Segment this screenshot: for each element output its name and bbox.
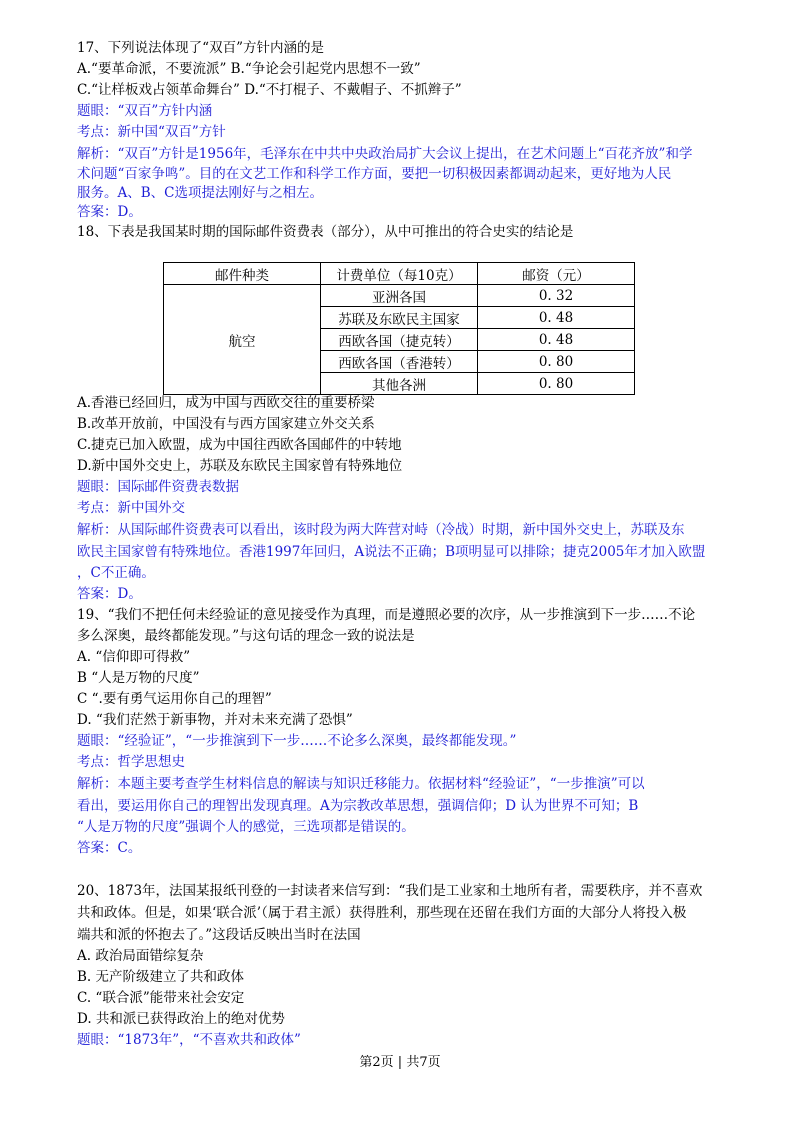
- q19-jiexi-line-1: 解析：本题主要考查学生材料信息的解读与知识迁移能力。依据材料“经验证”，“一步推演”可以: [77, 776, 645, 792]
- q17-stem: 17、下列说法体现了“双百”方针内涵的是: [77, 40, 324, 56]
- q19-kaodian: 考点：哲学思想史: [77, 754, 185, 770]
- q20-option-a: A. 政治局面错综复杂: [77, 948, 204, 964]
- q18-answer: 答案：D。: [77, 586, 142, 602]
- q18-option-a: A.香港已经回归，成为中国与西欧交往的重要桥梁: [77, 395, 375, 411]
- q17-options-cd: C.“让样板戏占领革命舞台” D.“不打棍子、不戴帽子、不抓辫子”: [77, 82, 462, 98]
- q19-option-b: B “人是万物的尺度”: [77, 670, 200, 686]
- q19-answer: 答案：C。: [77, 840, 142, 856]
- q19-stem-line-1: 19、“我们不把任何未经验证的意见接受作为真理，而是遵照必要的次序，从一步推演到下一步……不论: [77, 607, 696, 623]
- q20-option-c: C. “联合派”能带来社会安定: [77, 990, 245, 1006]
- table-cell: 0. 32: [478, 285, 635, 307]
- q18-stem: 18、下表是我国某时期的国际邮件资费表（部分），从中可推出的符合史实的结论是: [77, 224, 574, 240]
- table-cell: 0. 80: [478, 373, 635, 395]
- table-row: [164, 285, 635, 307]
- mail-category-cell: 航空: [164, 285, 321, 395]
- q17-jiexi-line-3: 服务。A、B、C选项提法刚好与之相左。: [77, 185, 323, 201]
- q19-option-c: C “.要有勇气运用你自己的理智”: [77, 691, 272, 707]
- table-cell: 0. 48: [478, 307, 635, 329]
- table-cell: 亚洲各国: [321, 285, 478, 307]
- page-footer: 第2页 | 共7页: [359, 1055, 441, 1070]
- q19-jiexi-line-2: 看出，要运用你自己的理智出发现真理。A为宗教改革思想，强调信仰；D 认为世界不可知；B: [77, 798, 639, 814]
- table-header-row: [164, 263, 635, 285]
- q20-stem-line-3: 端共和派的怀抱去了。”这段话反映出当时在法国: [77, 927, 361, 943]
- q17-jiexi-line-2: 术问题“百家争鸣”。目的在文艺工作和科学工作方面，要把一切积极因素都调动起来，更好地为人民: [77, 166, 672, 182]
- q18-jiexi-line-2: 欧民主国家曾有特殊地位。香港1997年回归，A说法不正确；B项明显可以排除；捷克2005年才加入欧盟: [77, 544, 706, 560]
- q17-jiexi-line-1: 解析：“双百”方针是1956年，毛泽东在中共中央政治局扩大会议上提出，在艺术问题上“百花齐放”和学: [77, 146, 693, 162]
- q20-option-b: B. 无产阶级建立了共和政体: [77, 969, 245, 985]
- q17-tiyan: 题眼：“双百”方针内涵: [77, 103, 213, 119]
- table-cell: 西欧各国（捷克转）: [321, 329, 478, 351]
- q20-stem-line-1: 20、1873年，法国某报纸刊登的一封读者来信写到：“我们是工业家和土地所有者，需要秩序，并不喜欢: [77, 883, 703, 899]
- q17-answer: 答案：D。: [77, 204, 142, 220]
- table-cell: 0. 80: [478, 351, 635, 373]
- q17-options-ab: A.“要革命派，不要流派” B.“争论会引起党内思想不一致”: [77, 61, 421, 77]
- table-cell: 其他各洲: [321, 373, 478, 395]
- table-header-cell: 邮资（元）: [478, 263, 635, 285]
- q20-stem-line-2: 共和政体。但是，如果‘联合派’（属于君主派）获得胜利，那些现在还留在我们方面的大部分人将投入极: [77, 905, 687, 921]
- q17-kaodian: 考点：新中国“双百”方针: [77, 124, 226, 140]
- table-cell: 0. 48: [478, 329, 635, 351]
- q20-option-d: D. 共和派已获得政治上的绝对优势: [77, 1011, 285, 1027]
- q19-tiyan: 题眼：“经验证”，“一步推演到下一步……不论多么深奥，最终都能发现。”: [77, 733, 517, 749]
- q18-option-b: B.改革开放前，中国没有与西方国家建立外交关系: [77, 416, 375, 432]
- q18-option-c: C.捷克已加入欧盟，成为中国往西欧各国邮件的中转地: [77, 437, 402, 453]
- q20-tiyan: 题眼：“1873年”，“不喜欢共和政体”: [77, 1032, 301, 1048]
- q19-option-d: D. “我们茫然于新事物，并对未来充满了恐惧”: [77, 712, 353, 728]
- table-header-cell: 邮件种类: [164, 263, 321, 285]
- q18-jiexi-line-3: ，C不正确。: [77, 565, 155, 581]
- q18-tiyan: 题眼：国际邮件资费表数据: [77, 479, 239, 495]
- q19-jiexi-line-3: “人是万物的尺度”强调个人的感觉，三选项都是错误的。: [77, 819, 415, 835]
- q19-stem-line-2: 多么深奥，最终都能发现。”与这句话的理念一致的说法是: [77, 628, 415, 644]
- q18-kaodian: 考点：新中国外交: [77, 500, 185, 516]
- q19-option-a: A. “信仰即可得救”: [77, 649, 191, 665]
- table-cell: 西欧各国（香港转）: [321, 351, 478, 373]
- q18-jiexi-line-1: 解析：从国际邮件资费表可以看出，该时段为两大阵营对峙（冷战）时期，新中国外交史上，苏联及东: [77, 522, 685, 538]
- q18-option-d: D.新中国外交史上，苏联及东欧民主国家曾有特殊地位: [77, 458, 403, 474]
- postage-fee-table: [163, 262, 635, 395]
- table-cell: 苏联及东欧民主国家: [321, 307, 478, 329]
- table-header-cell: 计费单位（每10克）: [321, 263, 478, 285]
